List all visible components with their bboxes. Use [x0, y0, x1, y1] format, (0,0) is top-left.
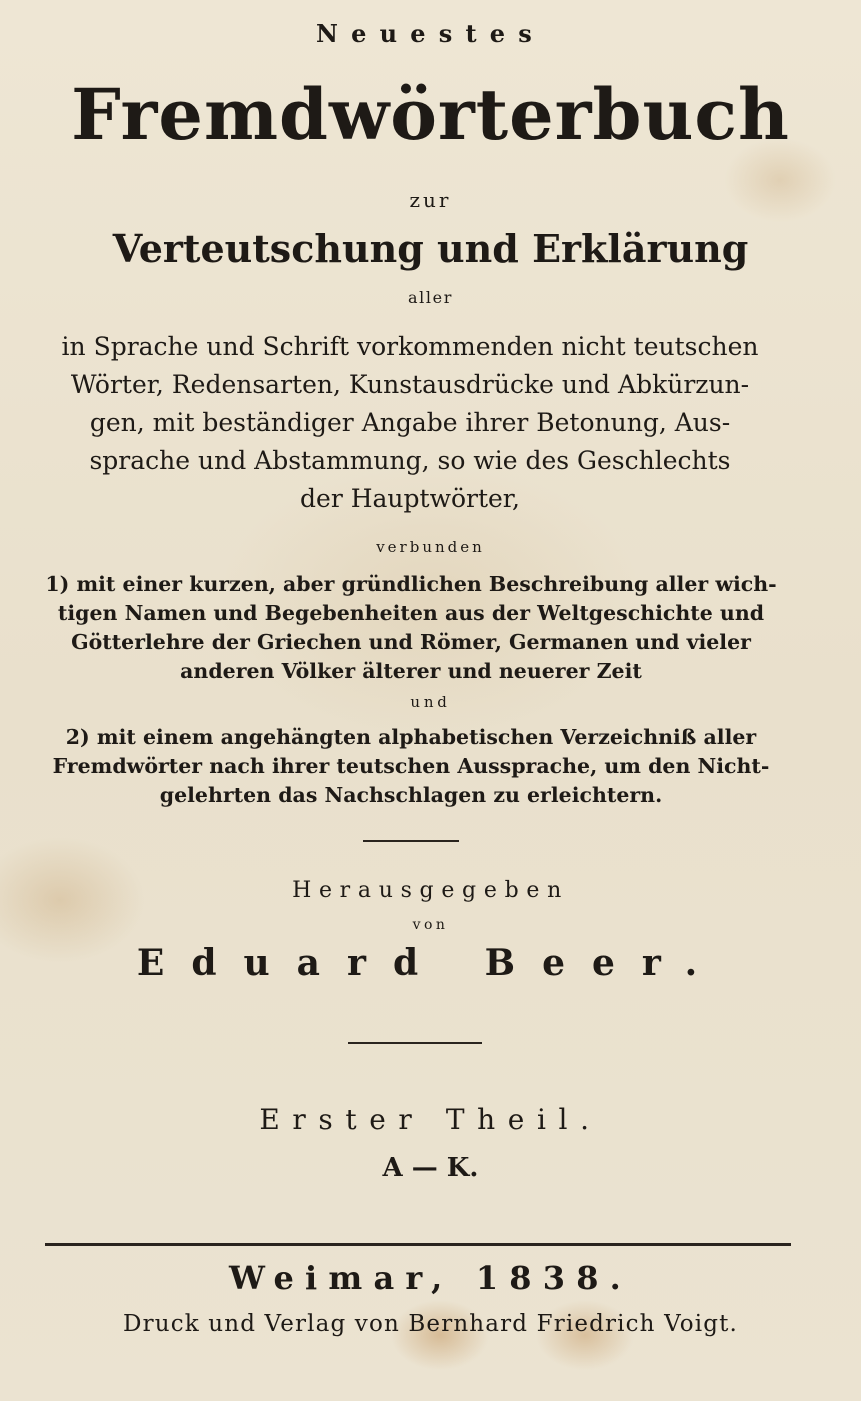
printer-line: Druck und Verlag von Bernhard Friedrich Voigt. [123, 1311, 738, 1337]
item-2-paragraph [30, 723, 792, 810]
connector-und: und [410, 693, 451, 711]
top-word: Neuestes [316, 19, 545, 48]
author-name: Eduard Beer. [136, 942, 725, 984]
von-word: von [412, 917, 449, 933]
description-line: Wörter, Redensarten, Kunstausdrücke und Abkürzun- [70, 370, 750, 399]
volume-part: Erster Theil. [259, 1103, 602, 1136]
subtitle: Verteutschung und Erklärung [112, 226, 749, 271]
description-line: sprache und Abstammung, so wie des Geschlechts [89, 446, 731, 475]
item-2-line: Fremdwörter nach ihrer teutschen Aussprache, um den Nicht- [52, 754, 770, 778]
description-line: in Sprache und Schrift vorkommenden nicht teutschen [61, 332, 759, 361]
book-title: Fremdwörterbuch [71, 73, 790, 156]
imprint-rule [45, 1243, 791, 1246]
item-1-paragraph [30, 570, 792, 686]
description-paragraph [30, 328, 790, 518]
item-1-line: anderen Völker älterer und neuerer Zeit [180, 659, 642, 683]
herausgegeben: Herausgegeben [292, 878, 569, 903]
divider-rule [363, 840, 459, 842]
item-2-line: 2) mit einem angehängten alphabetischen Verzeichniß aller [65, 725, 757, 749]
connector-verbunden: verbunden [376, 538, 485, 556]
description-line: der Hauptwörter, [300, 484, 520, 513]
place-year: Weimar, 1838. [228, 1259, 633, 1297]
item-1-line: 1) mit einer kurzen, aber gründlichen Beschreibung aller wich- [45, 572, 777, 596]
divider-rule [348, 1042, 482, 1044]
volume-range: A — K. [382, 1153, 479, 1183]
aller-word: aller [408, 288, 453, 307]
item-1-line: Götterlehre der Griechen und Römer, Germanen und vieler [71, 630, 751, 654]
item-1-line: tigen Namen und Begebenheiten aus der Weltgeschichte und [57, 601, 765, 625]
zur-word: zur [409, 188, 452, 212]
item-2-line: gelehrten das Nachschlagen zu erleichtern. [159, 783, 663, 807]
description-line: gen, mit beständiger Angabe ihrer Betonung, Aus- [89, 408, 731, 437]
